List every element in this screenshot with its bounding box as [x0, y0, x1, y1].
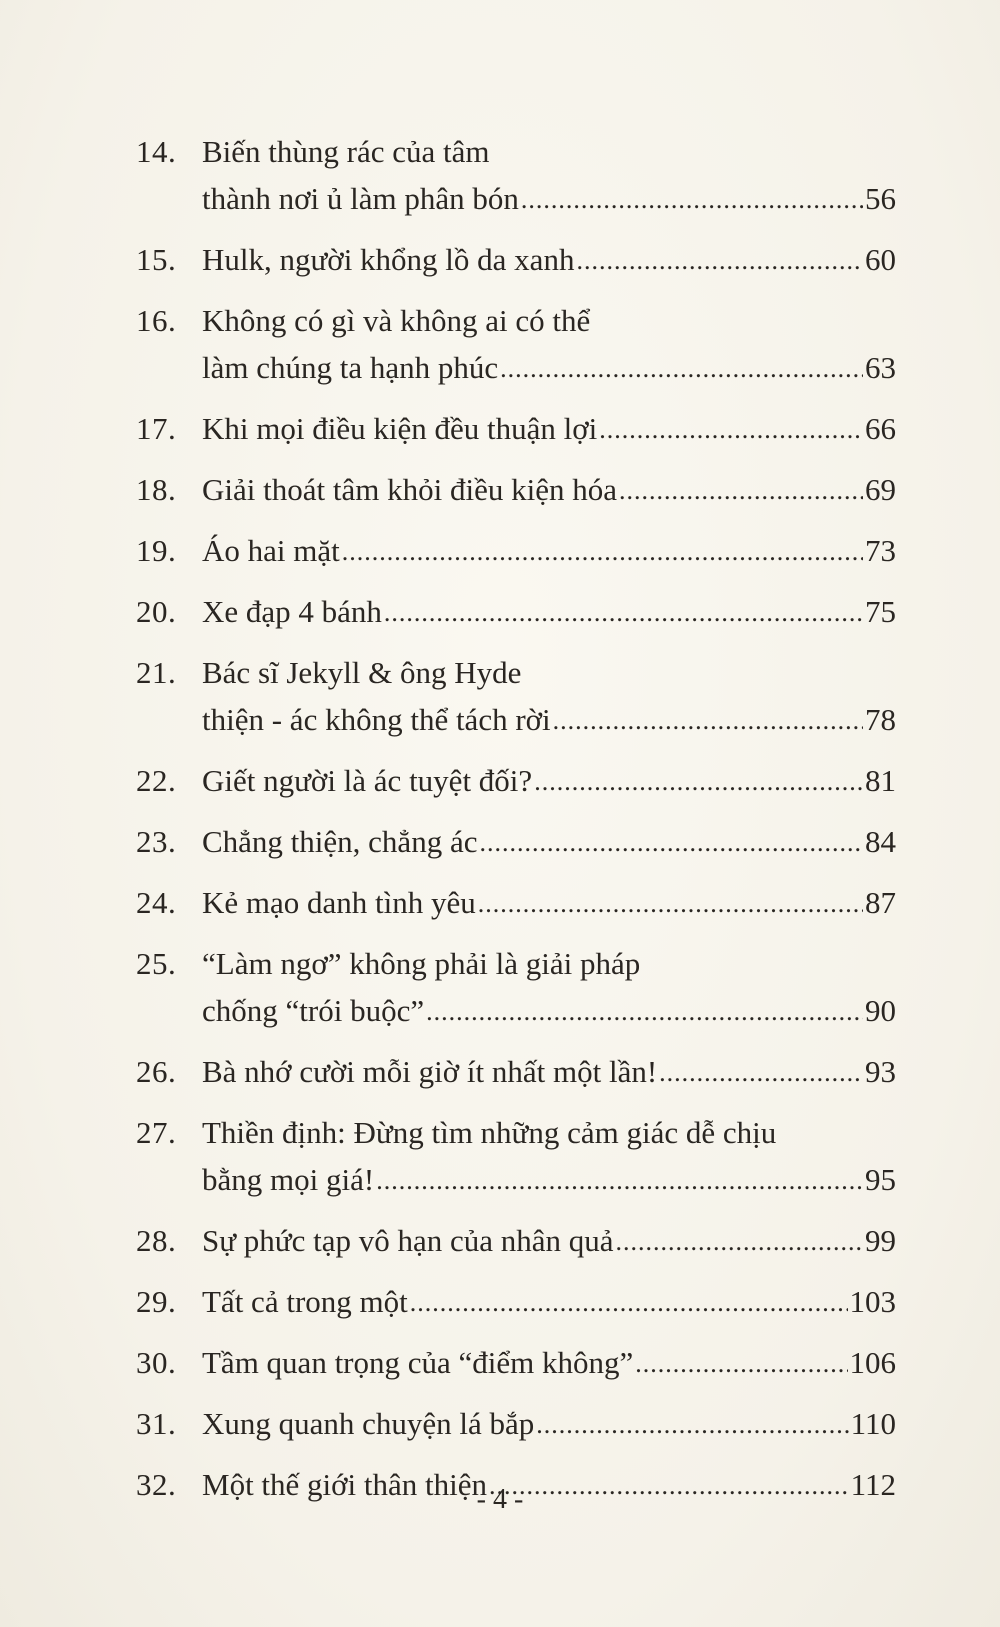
toc-entry-body [202, 527, 896, 576]
toc-entry-body [202, 405, 896, 454]
toc-entry-title-line: Không có gì và không ai có thể [202, 303, 591, 338]
toc-entry-page-number: 90 [865, 993, 896, 1028]
toc-entry-title-line: Xe đạp 4 bánh [202, 594, 382, 629]
toc-entry [136, 818, 896, 867]
toc-entry-title-line: Hulk, người khổng lồ da xanh [202, 242, 575, 277]
toc-entry [136, 1278, 896, 1327]
toc-entry-body [202, 588, 896, 637]
toc-entry-page-number: 60 [865, 242, 896, 277]
toc-entry-body [202, 1109, 896, 1205]
toc-entry-title-line: Một thế giới thân thiện [202, 1467, 488, 1502]
toc-entry-page-number: 81 [865, 763, 896, 798]
toc-entry-last-line [202, 696, 896, 745]
toc-entry-last-line [202, 1400, 896, 1449]
toc-entry-last-line [202, 527, 896, 576]
toc-entry-page-number: 110 [850, 1406, 896, 1441]
toc-entry-title-line: Sự phức tạp vô hạn của nhân quả [202, 1223, 614, 1258]
table-of-contents [136, 128, 896, 1522]
dot-leader [616, 1216, 863, 1265]
toc-entry-last-line [202, 344, 896, 393]
toc-entry-body [202, 649, 896, 745]
toc-entry-title-line: Khi mọi điều kiện đều thuận lợi [202, 411, 598, 446]
toc-entry-last-line [202, 757, 896, 806]
dot-leader [384, 587, 863, 636]
toc-entry-title-line: Bà nhớ cười mỗi giờ ít nhất một lần! [202, 1054, 658, 1089]
toc-entry-number: 21. [136, 655, 177, 690]
toc-entry-number: 27. [136, 1115, 177, 1150]
toc-entry-body [202, 940, 896, 1036]
toc-entry [136, 297, 896, 393]
toc-entry-last-line [202, 588, 896, 637]
toc-entry-body [202, 236, 896, 285]
toc-entry-number: 28. [136, 1223, 177, 1258]
toc-entry-title-line: bằng mọi giá! [202, 1162, 375, 1197]
dot-leader [426, 986, 863, 1035]
dot-leader [619, 465, 863, 514]
toc-entry-number: 17. [136, 411, 177, 446]
toc-entry [136, 466, 896, 515]
page-number: - 4 - [476, 1484, 524, 1515]
toc-entry-page-number: 66 [865, 411, 896, 446]
toc-entry-number: 25. [136, 946, 177, 981]
toc-entry-title-line: Thiền định: Đừng tìm những cảm giác dễ chịu [202, 1115, 777, 1150]
toc-entry-page-number: 84 [865, 824, 896, 859]
toc-entry-body [202, 1217, 896, 1266]
toc-entry-title-line: chống “trói buộc” [202, 993, 425, 1028]
toc-entry-number: 16. [136, 303, 177, 338]
toc-entry-page-number: 99 [865, 1223, 896, 1258]
toc-entry [136, 1109, 896, 1205]
toc-entry-page-number: 73 [865, 533, 896, 568]
toc-entry-number: 24. [136, 885, 177, 920]
toc-entry-body [202, 1278, 896, 1327]
toc-entry-last-line [202, 818, 896, 867]
toc-entry-title-line: Bác sĩ Jekyll & ông Hyde [202, 655, 522, 690]
toc-entry-page-number: 93 [865, 1054, 896, 1089]
toc-entry-last-line [202, 1339, 896, 1388]
toc-entry [136, 757, 896, 806]
toc-entry-page-number: 75 [865, 594, 896, 629]
toc-entry-last-line [202, 175, 896, 224]
toc-entry-page-number: 69 [865, 472, 896, 507]
toc-entry-page-number: 106 [849, 1345, 896, 1380]
toc-entry-number: 29. [136, 1284, 177, 1319]
toc-entry-page-number: 112 [850, 1467, 896, 1502]
toc-entry-number: 15. [136, 242, 177, 277]
dot-leader [500, 343, 863, 392]
toc-entry-body [202, 757, 896, 806]
toc-entry-title-line: “Làm ngơ” không phải là giải pháp [202, 946, 641, 981]
toc-entry-number: 19. [136, 533, 177, 568]
toc-entry-number: 30. [136, 1345, 177, 1380]
dot-leader [410, 1277, 848, 1326]
toc-entry-last-line [202, 1217, 896, 1266]
dot-leader [342, 526, 863, 575]
toc-entry [136, 649, 896, 745]
toc-entry [136, 236, 896, 285]
toc-entry [136, 1400, 896, 1449]
toc-entry-body [202, 128, 896, 224]
toc-entry-last-line [202, 987, 896, 1036]
toc-entry-last-line [202, 879, 896, 928]
toc-entry-title-line: thành nơi ủ làm phân bón [202, 181, 519, 216]
toc-entry-page-number: 95 [865, 1162, 896, 1197]
toc-entry-body [202, 466, 896, 515]
toc-entry-page-number: 78 [865, 702, 896, 737]
toc-entry [136, 128, 896, 224]
toc-entry-page-number: 63 [865, 350, 896, 385]
dot-leader [478, 878, 863, 927]
dot-leader [553, 695, 863, 744]
toc-entry-number: 22. [136, 763, 177, 798]
toc-entry-body [202, 1339, 896, 1388]
toc-entry-last-line [202, 405, 896, 454]
dot-leader [534, 756, 863, 805]
toc-entry-body [202, 297, 896, 393]
dot-leader [521, 174, 863, 223]
toc-entry-body [202, 818, 896, 867]
toc-entry-title-line: Tất cả trong một [202, 1284, 408, 1319]
dot-leader [599, 404, 863, 453]
toc-entry-body [202, 879, 896, 928]
toc-entry-last-line [202, 466, 896, 515]
toc-entry-title-line: Tầm quan trọng của “điểm không” [202, 1345, 634, 1380]
toc-entry-last-line [202, 1156, 896, 1205]
toc-entry-title-line: Biến thùng rác của tâm [202, 134, 490, 169]
toc-entry [136, 588, 896, 637]
toc-entry-title-line: Áo hai mặt [202, 533, 340, 568]
toc-entry [136, 940, 896, 1036]
toc-entry [136, 527, 896, 576]
toc-entry-last-line [202, 1048, 896, 1097]
toc-entry-number: 32. [136, 1467, 177, 1502]
toc-entry-title-line: Giải thoát tâm khỏi điều kiện hóa [202, 472, 617, 507]
toc-entry-page-number: 87 [865, 885, 896, 920]
toc-entry-number: 31. [136, 1406, 177, 1441]
toc-entry-number: 14. [136, 134, 177, 169]
toc-entry [136, 1217, 896, 1266]
toc-entry [136, 1339, 896, 1388]
toc-entry [136, 1048, 896, 1097]
toc-entry-title-line: làm chúng ta hạnh phúc [202, 350, 499, 385]
toc-entry-title-line: Giết người là ác tuyệt đối? [202, 763, 533, 798]
toc-entry [136, 405, 896, 454]
toc-entry-body [202, 1400, 896, 1449]
toc-entry-number: 23. [136, 824, 177, 859]
toc-entry-page-number: 56 [865, 181, 896, 216]
dot-leader [576, 235, 863, 284]
toc-entry-page-number: 103 [849, 1284, 896, 1319]
toc-entry-title-line: thiện - ác không thể tách rời [202, 702, 551, 737]
toc-entry-last-line [202, 236, 896, 285]
toc-entry-number: 20. [136, 594, 177, 629]
toc-entry-number: 18. [136, 472, 177, 507]
toc-entry [136, 879, 896, 928]
dot-leader [479, 817, 863, 866]
dot-leader [635, 1338, 847, 1387]
toc-entry-title-line: Xung quanh chuyện lá bắp [202, 1406, 535, 1441]
dot-leader [536, 1399, 848, 1448]
toc-entry-number: 26. [136, 1054, 177, 1089]
toc-entry-title-line: Kẻ mạo danh tình yêu [202, 885, 476, 920]
dot-leader [376, 1155, 863, 1204]
toc-entry-body [202, 1048, 896, 1097]
dot-leader [659, 1047, 863, 1096]
toc-entry-title-line: Chẳng thiện, chẳng ác [202, 824, 478, 859]
toc-entry-last-line [202, 1278, 896, 1327]
